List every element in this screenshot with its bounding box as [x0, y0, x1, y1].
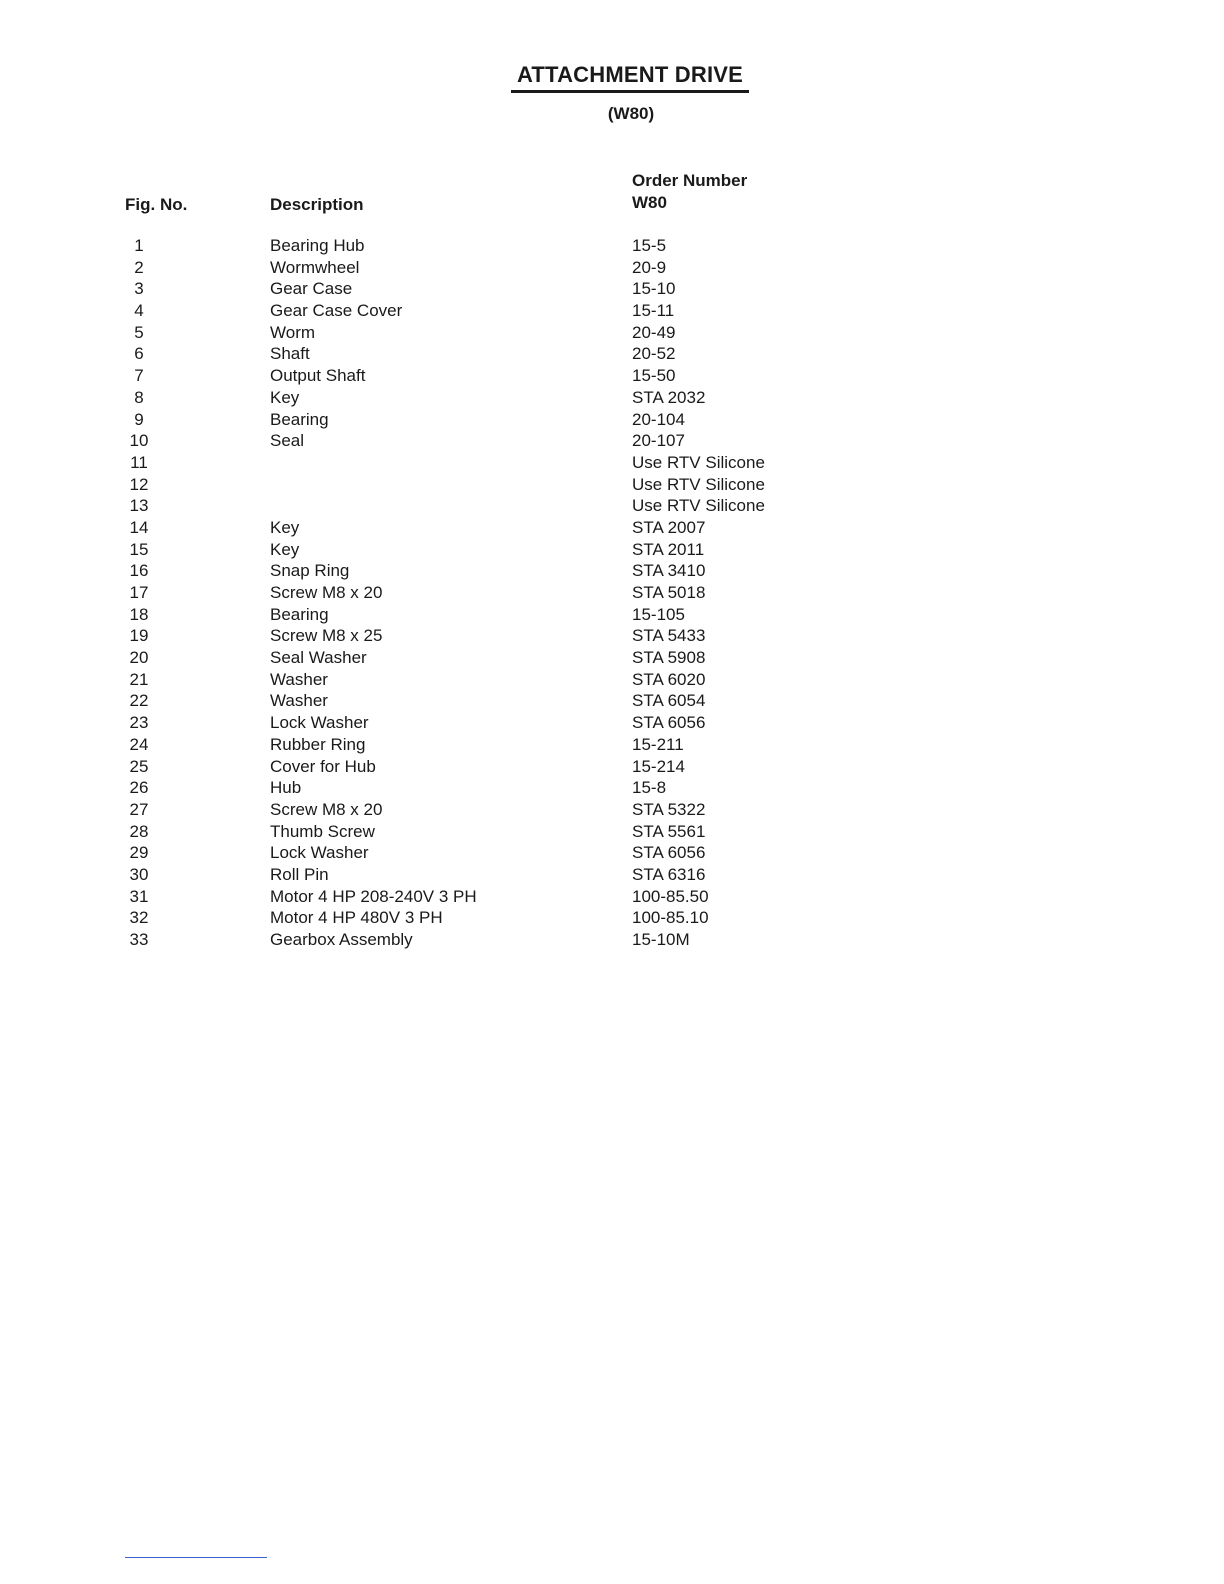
fig-number: 5 — [134, 322, 144, 342]
part-description: Washer — [270, 669, 328, 689]
fig-number: 9 — [134, 409, 144, 429]
page-subtitle: (W80) — [607, 104, 655, 123]
fig-number: 25 — [129, 756, 149, 776]
part-description: Motor 4 HP 208-240V 3 PH — [270, 886, 477, 906]
order-number: STA 5322 — [632, 799, 706, 819]
part-description: Key — [270, 517, 300, 537]
fig-number: 31 — [129, 886, 149, 906]
fig-number: 22 — [129, 691, 149, 711]
order-number: 15-8 — [632, 778, 667, 798]
part-description: Hub — [270, 778, 302, 798]
table-row — [0, 517, 1224, 539]
table-row — [0, 604, 1224, 626]
part-description: Rubber Ring — [270, 734, 366, 754]
fig-number: 3 — [134, 279, 144, 299]
part-description: Roll Pin — [270, 864, 329, 884]
footer-divider — [125, 1557, 267, 1558]
table-row — [0, 582, 1224, 604]
order-number: 20-9 — [632, 257, 667, 277]
part-description: Gear Case Cover — [270, 301, 403, 321]
fig-number: 32 — [129, 908, 149, 928]
table-row — [0, 712, 1224, 734]
part-description: Screw M8 x 20 — [270, 799, 383, 819]
part-description: Shaft — [270, 344, 310, 364]
fig-number: 24 — [129, 734, 149, 754]
part-description: Bearing — [270, 604, 329, 624]
order-number: STA 5433 — [632, 626, 706, 646]
part-description: Cover for Hub — [270, 756, 376, 776]
fig-number: 11 — [130, 452, 148, 472]
order-number: 20-104 — [632, 409, 685, 429]
order-number: 15-11 — [632, 301, 675, 321]
fig-number: 12 — [129, 474, 149, 494]
order-number: 20-52 — [632, 344, 676, 364]
table-row — [0, 690, 1224, 712]
fig-number: 33 — [129, 930, 149, 949]
order-number: STA 5561 — [632, 821, 706, 841]
fig-number: 23 — [129, 713, 149, 733]
part-description: Snap Ring — [270, 561, 350, 581]
table-row — [0, 278, 1224, 300]
table-row — [0, 886, 1224, 908]
table-row — [0, 647, 1224, 669]
table-row — [0, 821, 1224, 843]
page-title — [0, 62, 1224, 93]
table-row — [0, 560, 1224, 582]
order-number: STA 6316 — [632, 864, 706, 884]
order-number: Use RTV Silicone — [632, 474, 765, 494]
table-row — [0, 799, 1224, 821]
fig-number: 1 — [134, 236, 144, 255]
table-row — [0, 430, 1224, 452]
part-description: Bearing Hub — [270, 236, 365, 255]
table-row — [0, 322, 1224, 344]
order-number: 15-50 — [632, 366, 676, 386]
order-number: STA 5908 — [632, 648, 706, 668]
table-row — [0, 907, 1224, 929]
part-description: Worm — [270, 322, 316, 342]
order-number: 100-85.50 — [632, 886, 709, 906]
column-header-order-line2: W80 — [632, 193, 667, 212]
fig-number: 21 — [129, 669, 149, 689]
column-header-fig-no: Fig. No. — [125, 195, 188, 214]
part-description: Motor 4 HP 480V 3 PH — [270, 908, 443, 928]
column-header-description: Description — [270, 195, 364, 214]
table-row — [0, 387, 1224, 409]
order-number: 15-105 — [632, 604, 685, 624]
order-number: STA 3410 — [632, 561, 706, 581]
fig-number: 16 — [129, 561, 149, 581]
table-row — [0, 343, 1224, 365]
table-row — [0, 625, 1224, 647]
table-row — [0, 365, 1224, 387]
column-header-order-line1: Order Number — [632, 171, 748, 190]
order-number: STA 6056 — [632, 843, 706, 863]
parts-table — [0, 235, 1224, 951]
part-description: Lock Washer — [270, 713, 369, 733]
fig-number: 15 — [129, 539, 149, 559]
fig-number: 29 — [129, 843, 149, 863]
order-number: 15-5 — [632, 236, 667, 255]
part-description: Lock Washer — [270, 843, 369, 863]
table-row — [0, 842, 1224, 864]
part-description: Thumb Screw — [270, 821, 375, 841]
fig-number: 14 — [129, 517, 149, 537]
order-number: Use RTV Silicone — [632, 496, 765, 516]
table-row — [0, 409, 1224, 431]
fig-number: 30 — [129, 864, 149, 884]
part-description: Washer — [270, 691, 328, 711]
table-row — [0, 539, 1224, 561]
table-row — [0, 300, 1224, 322]
order-number: 15-214 — [632, 756, 685, 776]
part-description: Screw M8 x 20 — [270, 583, 383, 602]
fig-number: 13 — [129, 496, 149, 516]
fig-number: 4 — [134, 301, 144, 321]
order-number: 100-85.10 — [632, 908, 709, 928]
part-description: Gear Case — [270, 279, 353, 299]
fig-number: 19 — [129, 626, 149, 646]
order-number: STA 6054 — [632, 691, 706, 711]
fig-number: 2 — [134, 257, 144, 277]
table-row — [0, 235, 1224, 257]
table-row — [0, 929, 1224, 951]
column-header-order-number — [632, 170, 747, 214]
table-row — [0, 777, 1224, 799]
fig-number: 18 — [129, 604, 149, 624]
fig-number: 27 — [129, 799, 149, 819]
table-row — [0, 495, 1224, 517]
part-description: Seal Washer — [270, 648, 367, 668]
fig-number: 20 — [129, 648, 149, 668]
fig-number: 26 — [129, 778, 149, 798]
fig-number: 28 — [129, 821, 149, 841]
fig-number: 6 — [134, 344, 144, 364]
page-title-text: ATTACHMENT DRIVE — [511, 62, 749, 93]
order-number: Use RTV Silicone — [632, 452, 765, 472]
table-row — [0, 257, 1224, 279]
fig-number: 8 — [134, 387, 144, 407]
fig-number: 7 — [134, 366, 144, 386]
table-row — [0, 669, 1224, 691]
order-number: 20-107 — [632, 431, 685, 451]
table-row — [0, 474, 1224, 496]
order-number: 15-10 — [632, 279, 676, 299]
part-description: Wormwheel — [270, 257, 360, 277]
part-description: Seal — [270, 431, 305, 451]
table-row — [0, 734, 1224, 756]
order-number: 15-10M — [632, 930, 690, 949]
fig-number: 17 — [129, 583, 149, 602]
table-row — [0, 756, 1224, 778]
part-description: Gearbox Assembly — [270, 930, 413, 949]
order-number: STA 6056 — [632, 713, 706, 733]
order-number: STA 5018 — [632, 583, 706, 602]
order-number: STA 2032 — [632, 387, 706, 407]
order-number: STA 6020 — [632, 669, 706, 689]
part-description: Key — [270, 387, 300, 407]
part-description: Bearing — [270, 409, 329, 429]
part-description: Screw M8 x 25 — [270, 626, 383, 646]
order-number: STA 2011 — [632, 539, 705, 559]
order-number: 20-49 — [632, 322, 676, 342]
order-number: 15-211 — [632, 734, 684, 754]
order-number: STA 2007 — [632, 517, 706, 537]
table-row — [0, 452, 1224, 474]
part-description: Key — [270, 539, 300, 559]
part-description: Output Shaft — [270, 366, 366, 386]
table-row — [0, 864, 1224, 886]
fig-number: 10 — [129, 431, 149, 451]
